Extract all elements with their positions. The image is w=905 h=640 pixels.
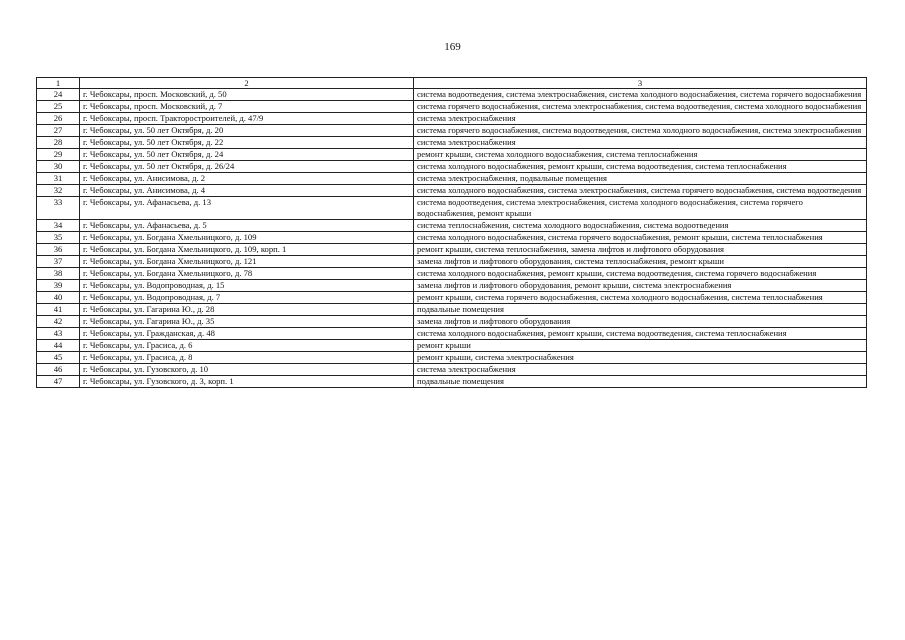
table-row: [37, 220, 867, 232]
table-row: [37, 352, 867, 364]
row-works: система водоотведения, система электроснабжения, система холодного водоснабжения, система горячего водоснабжения: [414, 89, 867, 101]
row-number: 35: [37, 232, 80, 244]
row-works: ремонт крыши, система теплоснабжения, замена лифтов и лифтового оборудования: [414, 244, 867, 256]
table-header-row: [37, 78, 867, 89]
row-works: система холодного водоснабжения, ремонт крыши, система водоотведения, система горячего водоснабжения: [414, 268, 867, 280]
table-row: [37, 364, 867, 376]
row-address: г. Чебоксары, ул. Гражданская, д. 48: [80, 328, 414, 340]
table-row: [37, 280, 867, 292]
table-row: [37, 89, 867, 101]
row-address: г. Чебоксары, просп. Московский, д. 7: [80, 101, 414, 113]
row-number: 44: [37, 340, 80, 352]
table-row: [37, 328, 867, 340]
row-number: 24: [37, 89, 80, 101]
row-works: система водоотведения, система электроснабжения, система холодного водоснабжения, система горячего водоснабжения, ремонт крыши: [414, 197, 867, 220]
row-works: система электроснабжения: [414, 137, 867, 149]
row-works: система теплоснабжения, система холодного водоснабжения, система водоотведения: [414, 220, 867, 232]
works-table: [36, 77, 867, 388]
row-number: 38: [37, 268, 80, 280]
row-address: г. Чебоксары, ул. Водопроводная, д. 15: [80, 280, 414, 292]
row-number: 27: [37, 125, 80, 137]
row-number: 31: [37, 173, 80, 185]
table-row: [37, 268, 867, 280]
row-works: система электроснабжения, подвальные помещения: [414, 173, 867, 185]
row-number: 42: [37, 316, 80, 328]
row-number: 34: [37, 220, 80, 232]
row-number: 30: [37, 161, 80, 173]
row-number: 47: [37, 376, 80, 388]
row-number: 39: [37, 280, 80, 292]
row-address: г. Чебоксары, ул. Анисимова, д. 2: [80, 173, 414, 185]
table-row: [37, 197, 867, 220]
row-works: ремонт крыши, система холодного водоснабжения, система теплоснабжения: [414, 149, 867, 161]
row-works: замена лифтов и лифтового оборудования: [414, 316, 867, 328]
works-table-body: [37, 78, 867, 388]
row-address: г. Чебоксары, ул. Гагарина Ю., д. 35: [80, 316, 414, 328]
row-address: г. Чебоксары, ул. Богдана Хмельницкого, д. 109, корп. 1: [80, 244, 414, 256]
table-row: [37, 340, 867, 352]
row-address: г. Чебоксары, ул. Гузовского, д. 10: [80, 364, 414, 376]
row-works: ремонт крыши, система электроснабжения: [414, 352, 867, 364]
row-address: г. Чебоксары, ул. 50 лет Октября, д. 22: [80, 137, 414, 149]
row-address: г. Чебоксары, просп. Московский, д. 50: [80, 89, 414, 101]
row-number: 37: [37, 256, 80, 268]
row-number: 26: [37, 113, 80, 125]
table-row: [37, 256, 867, 268]
row-number: 28: [37, 137, 80, 149]
row-works: система холодного водоснабжения, система электроснабжения, система горячего водоснабжения, система водоотведения: [414, 185, 867, 197]
table-row: [37, 185, 867, 197]
table-row: [37, 292, 867, 304]
row-works: подвальные помещения: [414, 304, 867, 316]
table-row: [37, 232, 867, 244]
row-number: 41: [37, 304, 80, 316]
row-works: замена лифтов и лифтового оборудования, система теплоснабжения, ремонт крыши: [414, 256, 867, 268]
header-col-2: 2: [80, 78, 414, 89]
row-number: 46: [37, 364, 80, 376]
row-number: 45: [37, 352, 80, 364]
table-row: [37, 137, 867, 149]
row-works: система горячего водоснабжения, система водоотведения, система холодного водоснабжения, система электроснабжения: [414, 125, 867, 137]
row-number: 40: [37, 292, 80, 304]
row-address: г. Чебоксары, ул. Водопроводная, д. 7: [80, 292, 414, 304]
table-row: [37, 304, 867, 316]
row-address: г. Чебоксары, ул. Анисимова, д. 4: [80, 185, 414, 197]
row-works: система холодного водоснабжения, система горячего водоснабжения, ремонт крыши, система теплоснабжения: [414, 232, 867, 244]
table-row: [37, 173, 867, 185]
row-works: ремонт крыши, система горячего водоснабжения, система холодного водоснабжения, система теплоснабжения: [414, 292, 867, 304]
table-row: [37, 376, 867, 388]
row-address: г. Чебоксары, ул. Богдана Хмельницкого, д. 109: [80, 232, 414, 244]
row-works: замена лифтов и лифтового оборудования, ремонт крыши, система электроснабжения: [414, 280, 867, 292]
row-works: система горячего водоснабжения, система электроснабжения, система водоотведения, система холодного водоснабжения: [414, 101, 867, 113]
row-number: 32: [37, 185, 80, 197]
row-address: г. Чебоксары, ул. 50 лет Октября, д. 24: [80, 149, 414, 161]
row-number: 33: [37, 197, 80, 220]
row-works: ремонт крыши: [414, 340, 867, 352]
table-row: [37, 161, 867, 173]
table-row: [37, 244, 867, 256]
table-row: [37, 316, 867, 328]
row-works: система электроснабжения: [414, 364, 867, 376]
row-address: г. Чебоксары, ул. Афанасьева, д. 5: [80, 220, 414, 232]
row-works: система холодного водоснабжения, ремонт крыши, система водоотведения, система теплоснабжения: [414, 328, 867, 340]
header-col-1: 1: [37, 78, 80, 89]
row-address: г. Чебоксары, ул. Богдана Хмельницкого, д. 78: [80, 268, 414, 280]
table-row: [37, 101, 867, 113]
table-row: [37, 149, 867, 161]
page-number: 169: [444, 41, 461, 53]
row-address: г. Чебоксары, ул. 50 лет Октября, д. 20: [80, 125, 414, 137]
row-address: г. Чебоксары, ул. Грасиса, д. 6: [80, 340, 414, 352]
row-address: г. Чебоксары, ул. Богдана Хмельницкого, д. 121: [80, 256, 414, 268]
row-number: 36: [37, 244, 80, 256]
row-address: г. Чебоксары, ул. Гузовского, д. 3, корп. 1: [80, 376, 414, 388]
row-works: система холодного водоснабжения, ремонт крыши, система водоотведения, система теплоснабжения: [414, 161, 867, 173]
row-address: г. Чебоксары, ул. Грасиса, д. 8: [80, 352, 414, 364]
row-works: подвальные помещения: [414, 376, 867, 388]
row-number: 29: [37, 149, 80, 161]
row-number: 25: [37, 101, 80, 113]
row-address: г. Чебоксары, ул. 50 лет Октября, д. 26/24: [80, 161, 414, 173]
row-address: г. Чебоксары, ул. Афанасьева, д. 13: [80, 197, 414, 220]
row-address: г. Чебоксары, ул. Гагарина Ю., д. 28: [80, 304, 414, 316]
row-works: система электроснабжения: [414, 113, 867, 125]
table-row: [37, 125, 867, 137]
table-row: [37, 113, 867, 125]
row-number: 43: [37, 328, 80, 340]
row-address: г. Чебоксары, просп. Тракторостроителей, д. 47/9: [80, 113, 414, 125]
header-col-3: 3: [414, 78, 867, 89]
